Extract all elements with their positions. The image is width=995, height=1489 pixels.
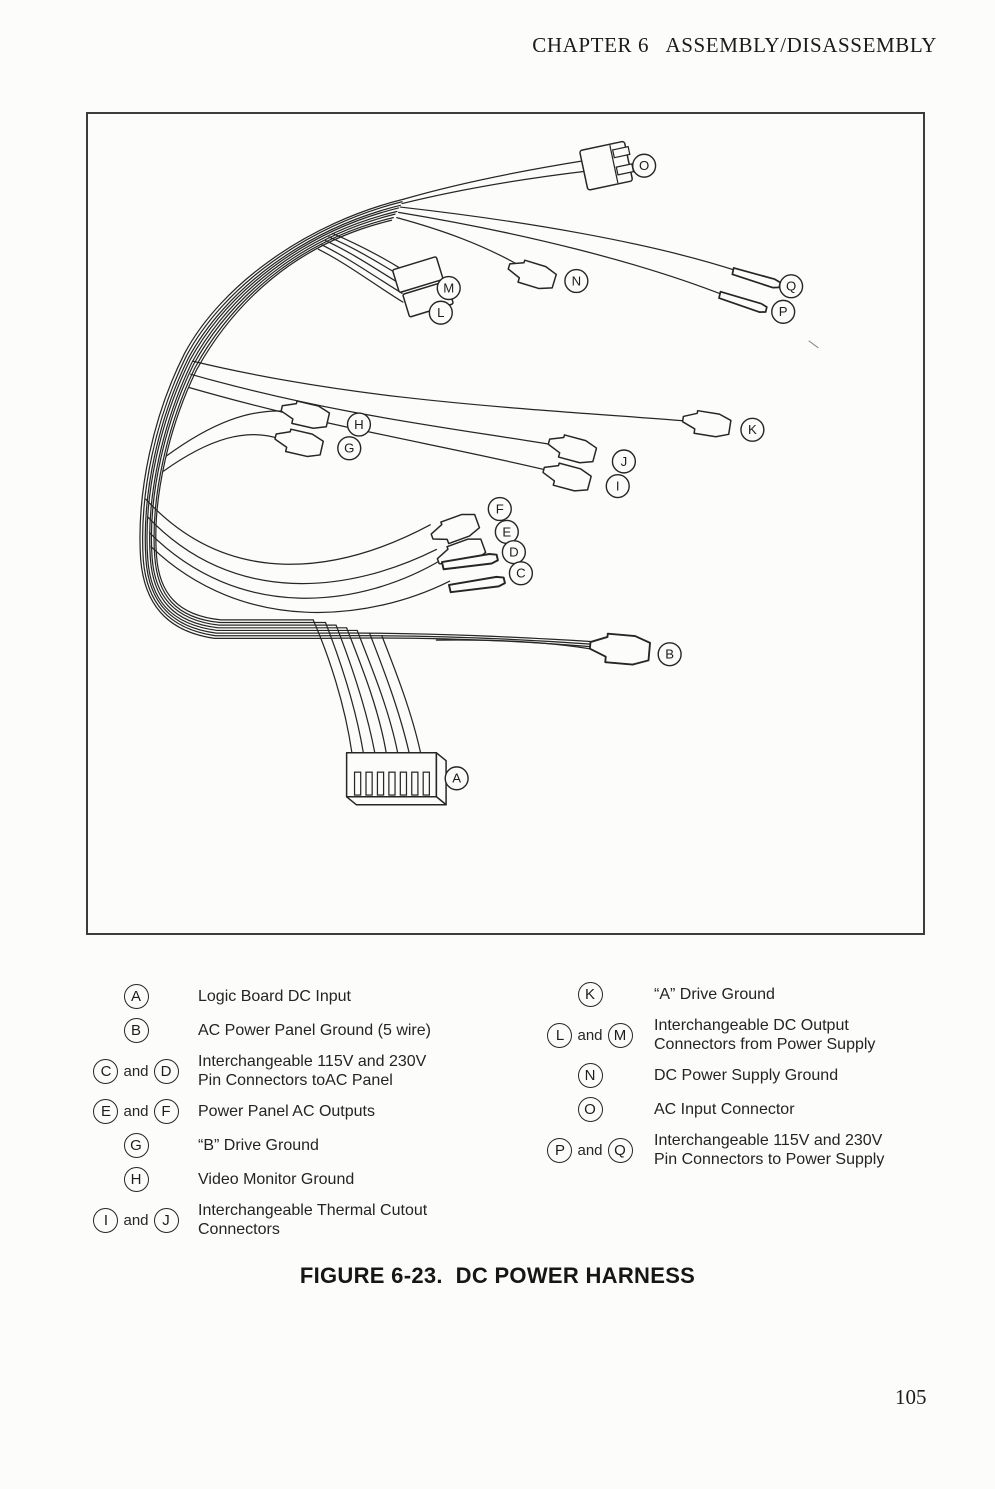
- connector-k-terminal: [681, 409, 732, 439]
- connector-p-pin: [718, 292, 768, 314]
- connector-label-q: Q: [785, 278, 797, 294]
- callout-c: [509, 562, 532, 585]
- badge-g: G: [124, 1133, 149, 1158]
- legend-text-i-j: Interchangeable Thermal Cutout Connectors: [198, 1202, 428, 1238]
- badge-i: I: [93, 1208, 118, 1233]
- callout-j: [612, 450, 635, 473]
- callout-f: [488, 498, 511, 521]
- connector-label-l: L: [437, 305, 445, 321]
- connector-label-i: I: [615, 478, 620, 494]
- badge-e: E: [93, 1099, 118, 1124]
- connector-label-p: P: [778, 304, 788, 320]
- legend-item-l-m: [540, 1016, 970, 1054]
- legend-item-k: [540, 982, 970, 1007]
- badge-h: H: [124, 1167, 149, 1192]
- connector-j-terminal: [546, 432, 598, 466]
- badge-o: O: [578, 1097, 603, 1122]
- joiner-p-q: and: [577, 1141, 603, 1159]
- figure-caption: FIGURE 6-23. DC POWER HARNESS: [299, 1263, 696, 1288]
- badge-l: L: [547, 1023, 572, 1048]
- callout-b: [658, 643, 681, 666]
- connector-c-pin: [449, 573, 505, 598]
- joiner-l-m: and: [577, 1026, 603, 1044]
- connector-label-k: K: [748, 422, 757, 438]
- joiner-e-f: and: [123, 1103, 149, 1120]
- legend-text-p-q: Interchangeable 115V and 230V Pin Connectors to Power Supply: [654, 1132, 885, 1168]
- connector-ac-input-o: [580, 141, 636, 191]
- legend-item-c-d: [88, 1052, 488, 1090]
- badge-p: P: [547, 1138, 572, 1163]
- badge-f: F: [154, 1099, 179, 1124]
- badge-d: D: [154, 1059, 179, 1084]
- connector-label-f: F: [495, 501, 504, 517]
- legend-item-n: [540, 1063, 970, 1088]
- legend-text-g: “B” Drive Ground: [198, 1137, 319, 1154]
- legend-text-a: Logic Board DC Input: [198, 988, 351, 1005]
- connector-q-pin: [731, 268, 781, 289]
- legend-left-column: [88, 984, 488, 1248]
- badge-j: J: [154, 1208, 179, 1233]
- legend-right-column: [540, 982, 970, 1178]
- connector-label-b: B: [665, 646, 675, 662]
- connector-label-e: E: [502, 524, 512, 540]
- callout-e: [495, 520, 518, 543]
- callout-d: [502, 541, 525, 564]
- connector-label-h: H: [354, 416, 364, 432]
- connector-label-o: O: [639, 158, 650, 174]
- callout-h: [348, 413, 371, 436]
- callout-k: [741, 418, 764, 441]
- legend-item-b: [88, 1018, 488, 1043]
- callout-n: [565, 270, 588, 293]
- badge-m: M: [608, 1023, 633, 1048]
- legend-text-e-f: Power Panel AC Outputs: [198, 1103, 375, 1120]
- joiner-i-j: and: [123, 1211, 149, 1229]
- page-number: 105: [895, 1385, 927, 1409]
- callout-g: [338, 437, 361, 460]
- connector-g-terminal: [273, 426, 324, 459]
- legend-text-l-m: Interchangeable DC Output Connectors from Power Supply: [654, 1017, 876, 1053]
- harness-diagram: [86, 112, 925, 935]
- legend-item-a: [88, 984, 488, 1009]
- legend-item-o: [540, 1097, 970, 1122]
- callout-i: [606, 475, 629, 498]
- callout-p: [772, 300, 795, 323]
- connector-b-terminal: [589, 632, 651, 666]
- connector-label-g: G: [344, 440, 355, 456]
- connector-label-j: J: [620, 453, 628, 469]
- callout-m: [437, 277, 460, 300]
- legend-text-k: “A” Drive Ground: [654, 986, 775, 1003]
- connector-h-terminal: [279, 398, 330, 431]
- legend-text-c-d: Interchangeable 115V and 230V Pin Connectors toAC Panel: [198, 1053, 427, 1089]
- callout-q: [780, 275, 803, 298]
- badge-q: Q: [608, 1138, 633, 1163]
- connector-label-n: N: [571, 273, 582, 289]
- legend-item-e-f: [88, 1099, 488, 1124]
- callout-o: [633, 154, 656, 177]
- legend-text-h: Video Monitor Ground: [198, 1171, 355, 1188]
- connector-a-logic-board: [347, 753, 446, 805]
- figure-frame: [86, 112, 925, 935]
- legend-item-h: [88, 1167, 488, 1192]
- badge-c: C: [93, 1059, 118, 1084]
- callout-l: [429, 301, 452, 324]
- badge-k: K: [578, 982, 603, 1007]
- joiner-c-d: and: [123, 1062, 149, 1080]
- legend-item-i-j: [88, 1201, 488, 1239]
- legend-text-n: DC Power Supply Ground: [654, 1067, 839, 1084]
- connector-label-m: M: [443, 280, 455, 296]
- legend-text-o: AC Input Connector: [654, 1101, 795, 1118]
- connector-label-c: C: [516, 565, 526, 581]
- badge-b: B: [124, 1018, 149, 1043]
- callout-a: [445, 767, 468, 790]
- connector-label-a: A: [452, 770, 462, 786]
- legend-item-p-q: [540, 1131, 970, 1169]
- legend-text-b: AC Power Panel Ground (5 wire): [198, 1022, 431, 1039]
- badge-n: N: [578, 1063, 603, 1088]
- connector-i-terminal: [541, 460, 593, 494]
- branch-wires: [146, 160, 738, 752]
- connector-label-d: D: [509, 544, 519, 560]
- badge-a: A: [124, 984, 149, 1009]
- chapter-header: CHAPTER 6 ASSEMBLY/DISASSEMBLY: [532, 33, 937, 57]
- legend-item-g: [88, 1133, 488, 1158]
- scan-artifact: [809, 341, 819, 348]
